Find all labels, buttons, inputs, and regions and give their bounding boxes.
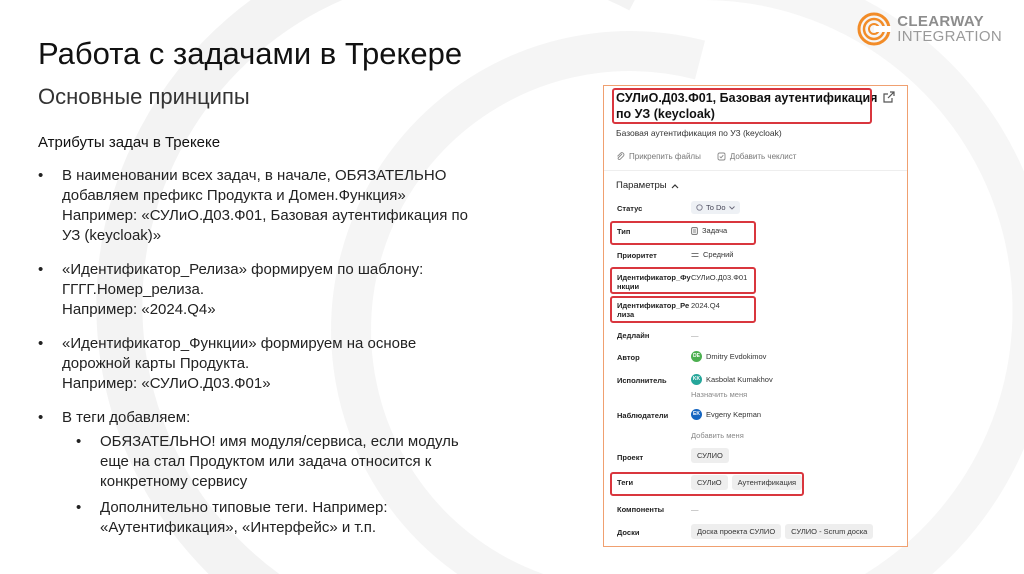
issue-title-line2: по УЗ (keycloak): [616, 107, 715, 121]
priority-medium-icon: [691, 252, 699, 258]
release-id-label: [617, 301, 689, 319]
deadline-value: —: [691, 331, 699, 340]
bullet-item: [38, 334, 488, 394]
paperclip-icon: [616, 152, 625, 161]
type-value: Задача: [702, 226, 728, 235]
watchers-value: Evgeny Kepman: [706, 410, 762, 419]
bullet-text: конкретному сервису: [100, 473, 248, 490]
assign-me-link[interactable]: Назначить меня: [691, 390, 748, 399]
boards-label: Доски: [617, 528, 640, 537]
clearway-logo-icon: [857, 12, 891, 46]
logo-line1: CLEARWAY: [897, 13, 984, 30]
project-chip[interactable]: СУЛИО: [691, 448, 729, 463]
release-id-field[interactable]: [691, 301, 720, 310]
status-dropdown[interactable]: [691, 201, 740, 214]
func-id-label-line2: нкции: [617, 282, 640, 291]
status-value: To Do: [706, 203, 726, 212]
chevron-down-icon: [729, 206, 735, 210]
board-chip[interactable]: СУЛИО - Scrum доска: [785, 524, 873, 539]
attach-files-label: Прикрепить файлы: [629, 152, 701, 161]
avatar: EK: [691, 409, 702, 420]
assignee-field[interactable]: [691, 374, 773, 385]
func-id-value: СУЛиО.Д03.Ф01: [691, 273, 748, 282]
assignee-value: Kasbolat Kumakhov: [706, 375, 773, 384]
open-external-icon[interactable]: [883, 91, 895, 103]
add-checklist-button[interactable]: [717, 152, 797, 161]
assignee-label: Исполнитель: [617, 376, 667, 385]
tag-chip[interactable]: СУЛиО: [691, 475, 728, 490]
bullet-text: Дополнительно типовые теги. Например:: [100, 499, 388, 516]
bullet-dot: •: [38, 167, 44, 184]
bullet-item: [38, 166, 488, 246]
issue-actions: [616, 152, 796, 161]
func-id-label-line1: Идентификатор_Фу: [617, 273, 691, 282]
bullet-list: [38, 166, 488, 552]
project-field[interactable]: [691, 448, 729, 463]
release-id-label-line2: лиза: [617, 310, 635, 319]
bullet-dot: •: [38, 261, 44, 278]
sub-bullet-item: [62, 432, 488, 492]
components-field[interactable]: [691, 505, 699, 514]
add-me-link[interactable]: Добавить меня: [691, 431, 744, 440]
type-label: Тип: [617, 227, 631, 236]
deadline-label: Дедлайн: [617, 331, 650, 340]
status-field[interactable]: [691, 201, 740, 214]
bullet-text: Например: «2024.Q4»: [62, 301, 216, 318]
company-logo: [857, 12, 1002, 46]
boards-field[interactable]: [691, 524, 873, 539]
title-highlight: [612, 88, 872, 124]
deadline-field[interactable]: [691, 331, 699, 340]
release-id-value: 2024.Q4: [691, 301, 720, 310]
project-label: Проект: [617, 453, 644, 462]
priority-field[interactable]: [691, 250, 734, 259]
divider: [604, 170, 907, 171]
board-chip[interactable]: Доска проекта СУЛИО: [691, 524, 781, 539]
status-label: Статус: [617, 204, 643, 213]
bullet-text: УЗ (keycloak)»: [62, 227, 162, 244]
type-field[interactable]: [691, 226, 727, 235]
components-value: —: [691, 505, 699, 514]
bullet-text: В теги добавляем:: [62, 409, 191, 426]
bullet-text: ОБЯЗАТЕЛЬНО! имя модуля/сервиса, если модуль: [100, 433, 459, 450]
bullet-text: Например: «СУЛиО.Д03.Ф01, Базовая аутентификация по: [62, 207, 468, 224]
priority-value: Средний: [703, 250, 734, 259]
add-checklist-label: Добавить чеклист: [729, 152, 797, 161]
bullet-text: Например: «СУЛиО.Д03.Ф01»: [62, 375, 271, 392]
issue-description[interactable]: Базовая аутентификация по УЗ (keycloak): [616, 128, 782, 138]
tags-field[interactable]: [691, 475, 802, 490]
priority-label: Приоритет: [617, 251, 657, 260]
checklist-icon: [717, 152, 726, 161]
sub-bullet-list: [62, 432, 488, 538]
tracker-issue-panel: [603, 85, 908, 547]
logo-line2: INTEGRATION: [897, 28, 1002, 45]
bullet-dot: •: [76, 499, 82, 516]
tag-chip[interactable]: Аутентификация: [732, 475, 802, 490]
func-id-field[interactable]: [691, 273, 747, 282]
release-id-label-line1: Идентификатор_Ре: [617, 301, 690, 310]
bullet-item: [38, 408, 488, 538]
status-circle-icon: [696, 204, 703, 211]
bullet-text: В наименовании всех задач, в начале, ОБЯЗАТЕЛЬНО: [62, 167, 447, 184]
attach-files-button[interactable]: [616, 152, 701, 161]
author-label: Автор: [617, 353, 640, 362]
watchers-label: Наблюдатели: [617, 411, 669, 420]
slide-subtitle: Основные принципы: [38, 84, 250, 109]
avatar: KK: [691, 374, 702, 385]
logo-text: [897, 14, 1002, 44]
bullet-text: «Идентификатор_Функции» формируем на основе: [62, 335, 417, 352]
bullet-item: [38, 260, 488, 320]
avatar: DE: [691, 351, 702, 362]
section-heading: Атрибуты задач в Трекеке: [38, 134, 221, 151]
bullet-text: еще на стал Продуктом или задача относится к: [100, 453, 432, 470]
bullet-text: дорожной карты Продукта.: [62, 355, 250, 372]
bullet-text: добавляем префикс Продукта и Домен.Функция»: [62, 187, 406, 204]
bullet-dot: •: [38, 409, 44, 426]
sub-bullet-item: [62, 498, 488, 538]
tags-label: Теги: [617, 478, 634, 487]
params-toggle[interactable]: [616, 180, 679, 191]
chevron-up-icon: [671, 183, 679, 189]
bullet-text: ГГГГ.Номер_релиза.: [62, 281, 205, 298]
task-icon: [691, 227, 698, 235]
bullet-dot: •: [76, 433, 82, 450]
bullet-text: «Идентификатор_Релиза» формируем по шаблону:: [62, 261, 424, 278]
bullet-dot: •: [38, 335, 44, 352]
author-value: Dmitry Evdokimov: [706, 352, 767, 361]
bullet-text: «Аутентификация», «Интерфейс» и т.п.: [100, 519, 377, 536]
params-label: Параметры: [616, 180, 667, 191]
components-label: Компоненты: [617, 505, 665, 514]
issue-title-line1: СУЛиО.Д03.Ф01, Базовая аутентификация: [616, 91, 878, 105]
author-field[interactable]: [691, 351, 766, 362]
func-id-label: [617, 273, 689, 291]
slide-title: Работа с задачами в Трекере: [38, 36, 463, 71]
watchers-field[interactable]: [691, 409, 761, 420]
